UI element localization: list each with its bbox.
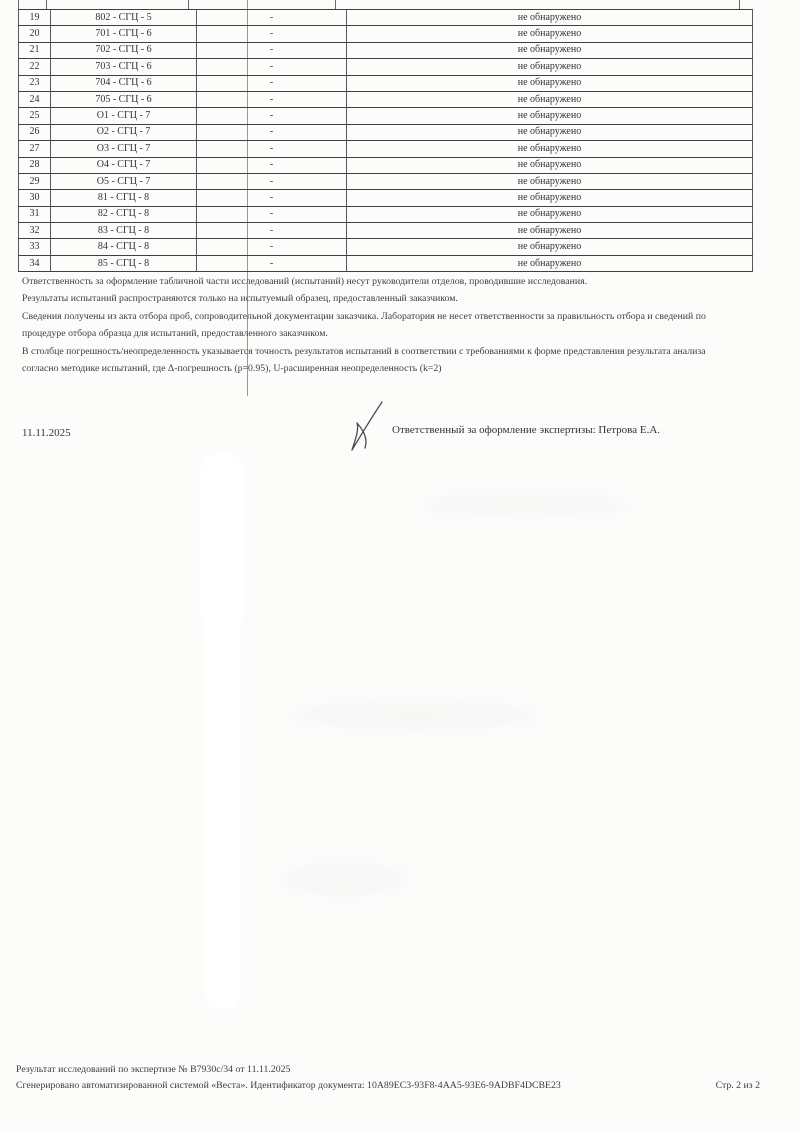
table-cell-dash: - [197,223,347,239]
table-row [19,223,753,239]
table-cell-num: 19 [19,10,51,26]
table-cell-sample: 703 - СГЦ - 6 [51,59,197,75]
note-line: процедуре отбора образца для испытаний, предоставленного заказчиком. [22,328,328,340]
table-edge-stub [739,0,740,9]
footer-system-line [16,1078,762,1094]
table-cell-num: 24 [19,91,51,107]
results-table-body [19,10,753,272]
whiteout-strip [206,560,240,1010]
footer-expertise-line: Результат исследований по экспертизе № В7930с/34 от 11.11.2025 [16,1064,291,1075]
table-row [19,255,753,271]
table-cell-sample: О1 - СГЦ - 7 [51,108,197,124]
table-cell-dash: - [197,42,347,58]
table-cell-num: 21 [19,42,51,58]
table-cell-result: не обнаружено [347,26,753,42]
bleedthrough-smudge [280,862,410,896]
note-line: Результаты испытаний распространяются только на испытуемый образец, предоставленный заказчиком. [22,293,458,305]
table-cell-dash: - [197,26,347,42]
table-cell-num: 23 [19,75,51,91]
table-cell-sample: О5 - СГЦ - 7 [51,173,197,189]
note-line: В столбце погрешность/неопределенность указывается точность результатов испытаний в соответствии с требованиями к форме представления результата анализа [22,345,706,357]
notes-block [22,276,782,380]
table-row [19,206,753,222]
table-row [19,59,753,75]
table-cell-result: не обнаружено [347,10,753,26]
table-row [19,141,753,157]
table-cell-sample: 701 - СГЦ - 6 [51,26,197,42]
table-cell-sample: 83 - СГЦ - 8 [51,223,197,239]
table-edge-stub [46,0,47,9]
table-cell-dash: - [197,190,347,206]
table-cell-sample: 81 - СГЦ - 8 [51,190,197,206]
page-footer [16,1062,762,1093]
table-cell-sample: 84 - СГЦ - 8 [51,239,197,255]
table-cell-dash: - [197,173,347,189]
table-cell-dash: - [197,10,347,26]
table-cell-sample: О3 - СГЦ - 7 [51,141,197,157]
table-cell-result: не обнаружено [347,223,753,239]
table-row [19,173,753,189]
footer-page-number: Стр. 2 из 2 [715,1079,760,1091]
bleedthrough-smudge [420,492,630,518]
report-date: 11.11.2025 [22,427,71,439]
table-cell-dash: - [197,239,347,255]
table-cell-dash: - [197,91,347,107]
table-cell-sample: 705 - СГЦ - 6 [51,91,197,107]
table-cell-result: не обнаружено [347,206,753,222]
table-cell-result: не обнаружено [347,42,753,58]
table-cell-num: 30 [19,190,51,206]
table-cell-num: 25 [19,108,51,124]
table-row [19,91,753,107]
table-row [19,190,753,206]
results-table [18,9,753,272]
table-cell-result: не обнаружено [347,173,753,189]
table-cell-num: 28 [19,157,51,173]
table-row [19,26,753,42]
table-cell-result: не обнаружено [347,255,753,271]
table-cell-result: не обнаружено [347,124,753,140]
note-line: Ответственность за оформление табличной части исследований (испытаний) несут руководители отделов, проводившие исследования. [22,276,588,287]
table-cell-result: не обнаружено [347,91,753,107]
table-cell-sample: 82 - СГЦ - 8 [51,206,197,222]
note-line: Сведения получены из акта отбора проб, сопроводительной документации заказчика. Лаборатория не несет ответственности за правильность отбора и сведений по [22,310,706,322]
table-cell-dash: - [197,59,347,75]
table-edge-stub [18,0,19,9]
table-cell-num: 20 [19,26,51,42]
table-cell-sample: 802 - СГЦ - 5 [51,10,197,26]
table-cell-dash: - [197,75,347,91]
table-row [19,42,753,58]
table-cell-num: 26 [19,124,51,140]
table-cell-num: 31 [19,206,51,222]
table-cell-sample: О4 - СГЦ - 7 [51,157,197,173]
table-row [19,10,753,26]
table-row [19,157,753,173]
table-cell-result: не обнаружено [347,75,753,91]
table-edge-stub [188,0,189,9]
table-cell-num: 29 [19,173,51,189]
table-cell-sample: 702 - СГЦ - 6 [51,42,197,58]
table-cell-sample: 704 - СГЦ - 6 [51,75,197,91]
table-cell-result: не обнаружено [347,59,753,75]
table-row [19,239,753,255]
table-cell-dash: - [197,124,347,140]
table-row [19,75,753,91]
table-edge-stub [335,0,336,9]
table-cell-dash: - [197,157,347,173]
table-cell-result: не обнаружено [347,239,753,255]
table-cell-num: 33 [19,239,51,255]
footer-document-id: Сгенерировано автоматизированной системой «Веста». Идентификатор документа: 10A89EC3-93F8-4AA5-93E6-9ADBF4DCBE23 [16,1079,561,1091]
signature-icon [338,398,390,456]
table-cell-num: 34 [19,255,51,271]
table-cell-result: не обнаружено [347,108,753,124]
table-cell-result: не обнаружено [347,190,753,206]
table-cell-sample: О2 - СГЦ - 7 [51,124,197,140]
table-cell-result: не обнаружено [347,157,753,173]
table-row [19,108,753,124]
table-cell-sample: 85 - СГЦ - 8 [51,255,197,271]
table-row [19,124,753,140]
table-cell-result: не обнаружено [347,141,753,157]
table-cell-dash: - [197,108,347,124]
table-cell-num: 22 [19,59,51,75]
table-cell-num: 27 [19,141,51,157]
table-cell-num: 32 [19,223,51,239]
table-cell-dash: - [197,206,347,222]
table-cell-dash: - [197,141,347,157]
note-line: согласно методике испытаний, где Δ-погрешность (р=0.95), U-расширенная неопределенность (k=2) [22,362,442,374]
bleedthrough-smudge [290,700,540,730]
responsible-person-label: Ответственный за оформление экспертизы: Петрова Е.А. [392,424,661,436]
table-cell-dash: - [197,255,347,271]
